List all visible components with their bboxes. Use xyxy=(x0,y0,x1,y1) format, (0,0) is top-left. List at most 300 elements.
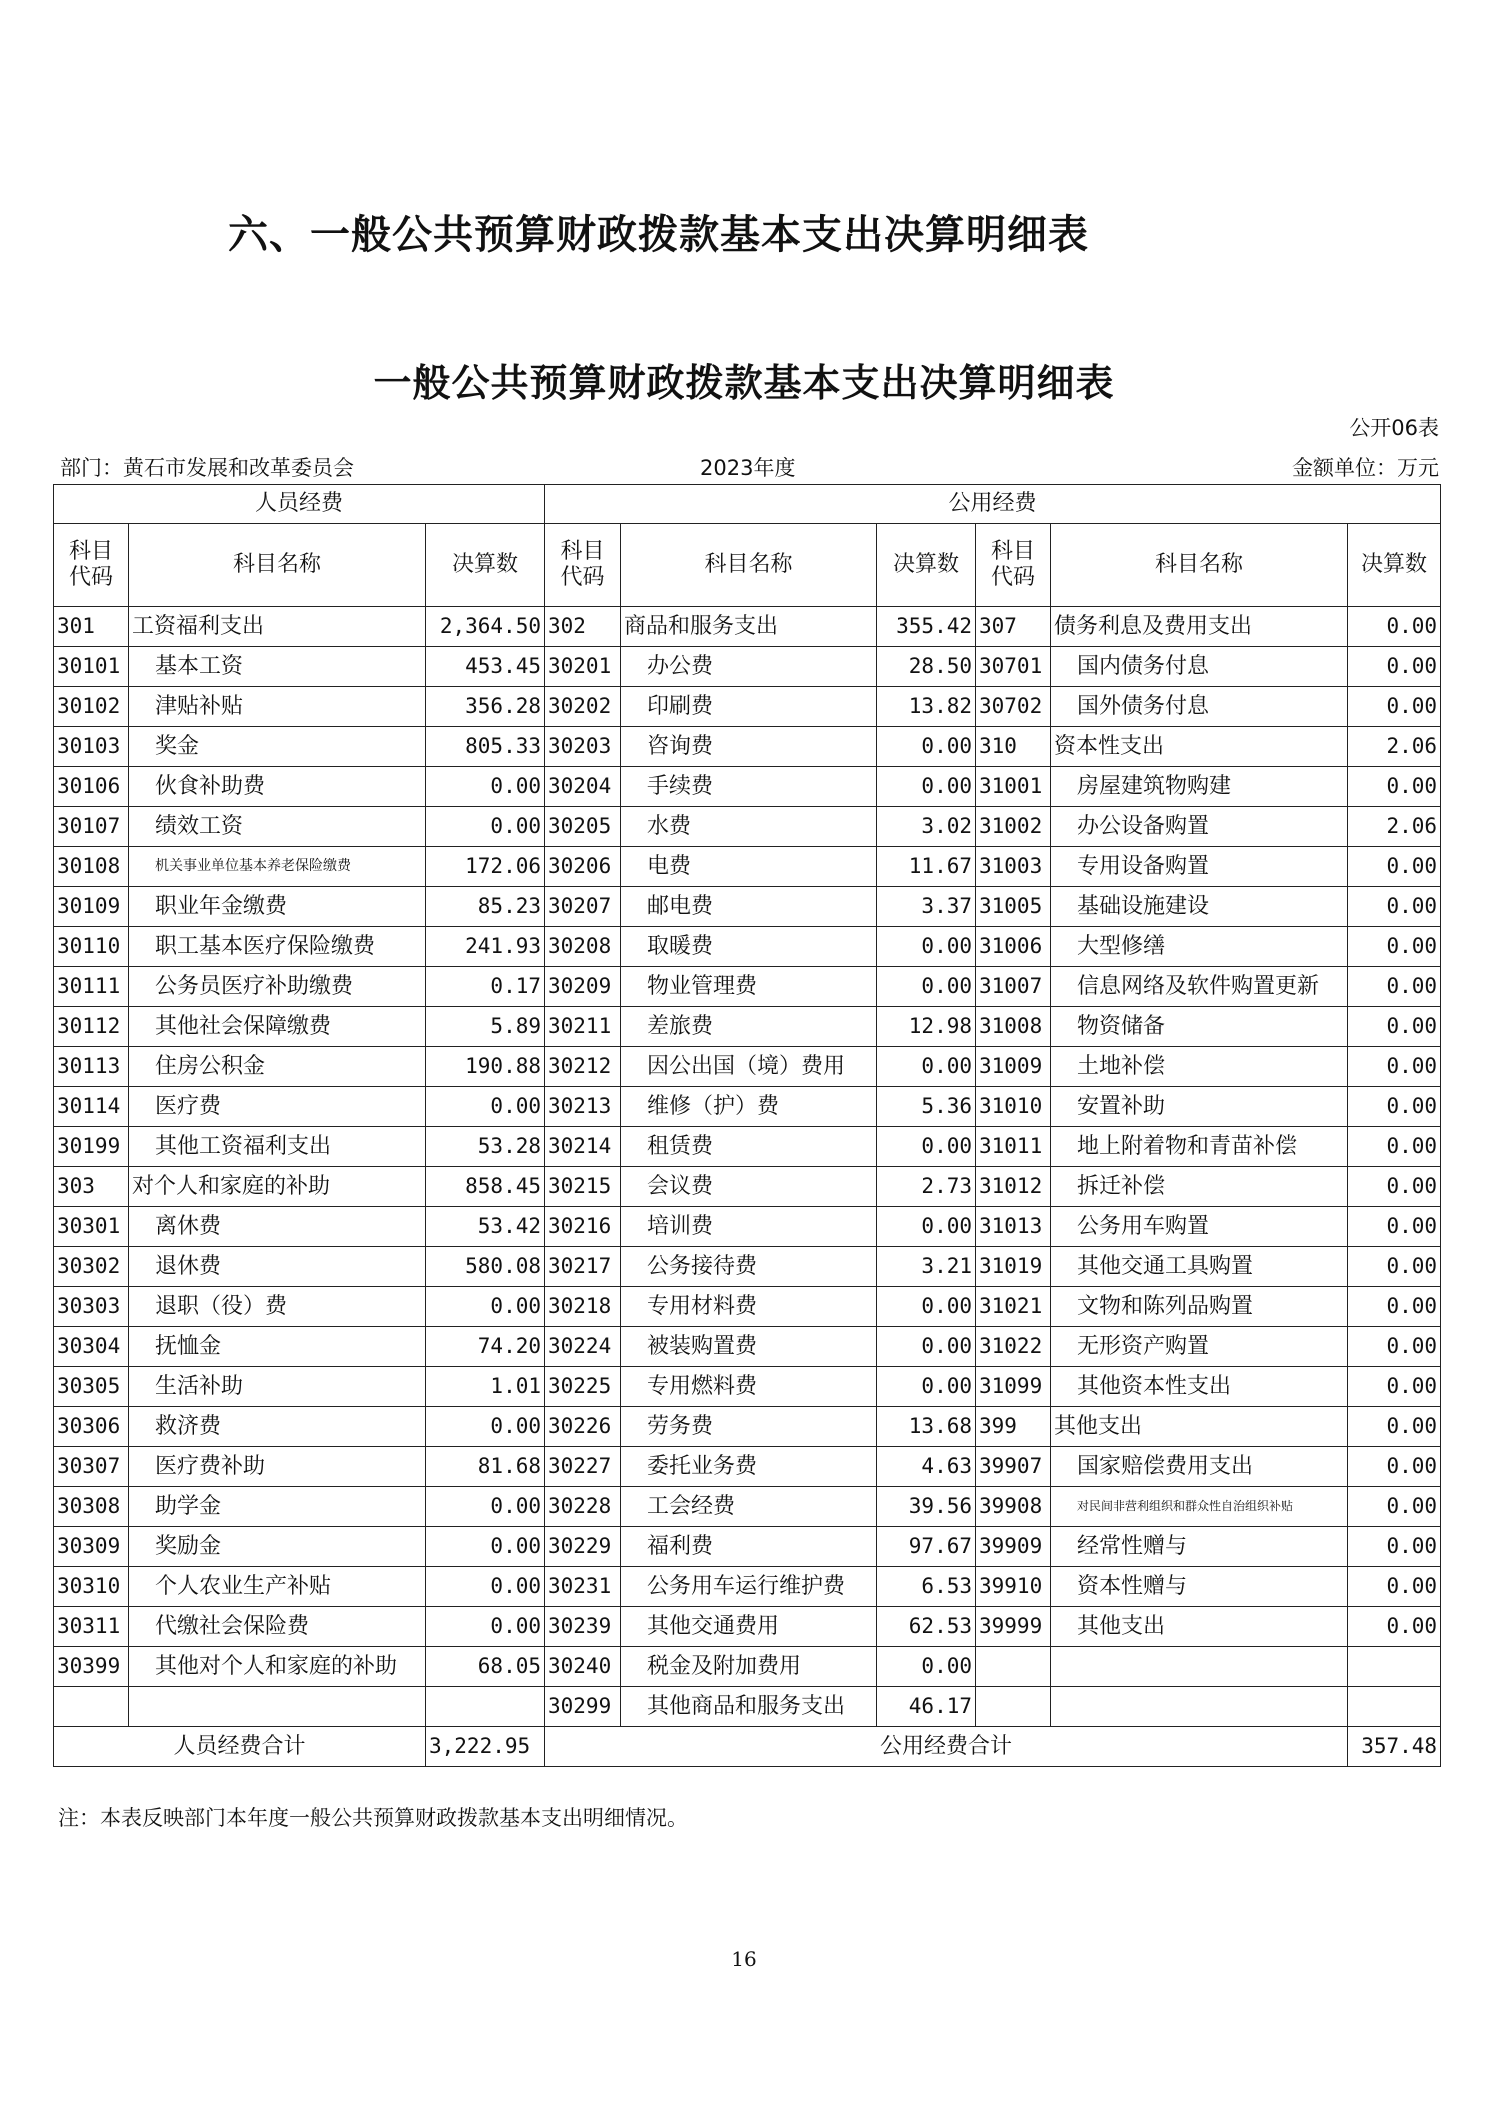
subject-name: 其他交通工具购置 xyxy=(1051,1247,1348,1287)
subject-name: 工资福利支出 xyxy=(129,607,426,647)
table-row xyxy=(54,1567,1441,1607)
subject-code: 31022 xyxy=(976,1327,1051,1367)
subject-code: 30199 xyxy=(54,1127,129,1167)
final-amount: 3.37 xyxy=(877,887,976,927)
subject-name: 离休费 xyxy=(129,1207,426,1247)
final-amount: 68.05 xyxy=(426,1647,545,1687)
final-amount: 0.00 xyxy=(877,1647,976,1687)
final-amount: 0.00 xyxy=(426,1487,545,1527)
table-row xyxy=(54,1207,1441,1247)
subject-name: 奖励金 xyxy=(129,1527,426,1567)
table-row xyxy=(54,807,1441,847)
subject-name: 福利费 xyxy=(621,1527,877,1567)
final-amount: 0.00 xyxy=(1348,927,1441,967)
final-amount: 0.00 xyxy=(877,767,976,807)
column-header-code: 科目 代码 xyxy=(545,524,621,607)
subject-name: 救济费 xyxy=(129,1407,426,1447)
subject-code: 31006 xyxy=(976,927,1051,967)
final-amount: 356.28 xyxy=(426,687,545,727)
final-amount: 0.00 xyxy=(1348,767,1441,807)
subject-name: 土地补偿 xyxy=(1051,1047,1348,1087)
subject-name: 职业年金缴费 xyxy=(129,887,426,927)
subject-code: 39909 xyxy=(976,1527,1051,1567)
column-header-name: 科目名称 xyxy=(621,524,877,607)
subject-name: 代缴社会保险费 xyxy=(129,1607,426,1647)
table-row xyxy=(54,847,1441,887)
final-amount: 0.00 xyxy=(1348,1487,1441,1527)
final-amount: 85.23 xyxy=(426,887,545,927)
final-amount: 0.00 xyxy=(877,1367,976,1407)
subject-name: 国家赔偿费用支出 xyxy=(1051,1447,1348,1487)
table-note: 注：本表反映部门本年度一般公共预算财政拨款基本支出明细情况。 xyxy=(58,1806,688,1830)
final-amount: 0.00 xyxy=(1348,887,1441,927)
subject-name: 资本性赠与 xyxy=(1051,1567,1348,1607)
subject-code: 30228 xyxy=(545,1487,621,1527)
subject-name: 其他交通费用 xyxy=(621,1607,877,1647)
amount-unit: 金额单位：万元 xyxy=(1292,456,1439,480)
table-row xyxy=(54,927,1441,967)
public-total-amount: 357.48 xyxy=(1348,1727,1441,1767)
subject-name: 房屋建筑物购建 xyxy=(1051,767,1348,807)
subject-name: 维修（护）费 xyxy=(621,1087,877,1127)
table-row xyxy=(54,1167,1441,1207)
subject-name: 公务用车运行维护费 xyxy=(621,1567,877,1607)
department-label: 部门：黄石市发展和改革委员会 xyxy=(60,456,354,480)
table-row xyxy=(54,1127,1441,1167)
subject-code: 39910 xyxy=(976,1567,1051,1607)
final-amount: 3.21 xyxy=(877,1247,976,1287)
subject-name: 抚恤金 xyxy=(129,1327,426,1367)
subject-code: 30203 xyxy=(545,727,621,767)
subject-code: 302 xyxy=(545,607,621,647)
final-amount: 0.00 xyxy=(1348,1087,1441,1127)
subject-code: 30112 xyxy=(54,1007,129,1047)
final-amount: 0.00 xyxy=(1348,967,1441,1007)
subject-code: 30302 xyxy=(54,1247,129,1287)
final-amount: 2.06 xyxy=(1348,727,1441,767)
final-amount: 0.00 xyxy=(1348,1287,1441,1327)
subject-name: 办公费 xyxy=(621,647,877,687)
subject-code xyxy=(54,1687,129,1727)
final-amount: 355.42 xyxy=(877,607,976,647)
subject-code: 30107 xyxy=(54,807,129,847)
table-row xyxy=(54,1247,1441,1287)
final-amount: 13.82 xyxy=(877,687,976,727)
subject-code: 30109 xyxy=(54,887,129,927)
subject-name: 信息网络及软件购置更新 xyxy=(1051,967,1348,1007)
subject-name: 公务用车购置 xyxy=(1051,1207,1348,1247)
subject-code: 30207 xyxy=(545,887,621,927)
subject-name: 安置补助 xyxy=(1051,1087,1348,1127)
final-amount: 53.42 xyxy=(426,1207,545,1247)
subject-name xyxy=(1051,1687,1348,1727)
subject-code: 30201 xyxy=(545,647,621,687)
subject-name: 大型修缮 xyxy=(1051,927,1348,967)
subject-name: 机关事业单位基本养老保险缴费 xyxy=(129,847,426,887)
subject-name: 住房公积金 xyxy=(129,1047,426,1087)
final-amount: 0.00 xyxy=(1348,1167,1441,1207)
subject-name: 专用材料费 xyxy=(621,1287,877,1327)
page-number: 16 xyxy=(731,1947,757,1971)
subject-name: 其他商品和服务支出 xyxy=(621,1687,877,1727)
subject-code: 30229 xyxy=(545,1527,621,1567)
table-row xyxy=(54,1007,1441,1047)
subject-name: 拆迁补偿 xyxy=(1051,1167,1348,1207)
subject-code: 30231 xyxy=(545,1567,621,1607)
subject-name: 其他工资福利支出 xyxy=(129,1127,426,1167)
final-amount: 0.00 xyxy=(877,1207,976,1247)
final-amount: 0.00 xyxy=(1348,1607,1441,1647)
final-amount: 0.00 xyxy=(426,807,545,847)
final-amount: 0.00 xyxy=(1348,1407,1441,1447)
final-amount: 0.00 xyxy=(426,1607,545,1647)
subject-name: 退休费 xyxy=(129,1247,426,1287)
final-amount: 3.02 xyxy=(877,807,976,847)
subject-name: 商品和服务支出 xyxy=(621,607,877,647)
table-code: 公开06表 xyxy=(1349,416,1439,440)
final-amount: 190.88 xyxy=(426,1047,545,1087)
subject-name: 办公设备购置 xyxy=(1051,807,1348,847)
column-header-amount: 决算数 xyxy=(1348,524,1441,607)
subject-name: 会议费 xyxy=(621,1167,877,1207)
table-row xyxy=(54,1327,1441,1367)
subject-code: 30208 xyxy=(545,927,621,967)
subject-name: 差旅费 xyxy=(621,1007,877,1047)
subject-code: 30225 xyxy=(545,1367,621,1407)
subject-name: 债务利息及费用支出 xyxy=(1051,607,1348,647)
final-amount xyxy=(426,1687,545,1727)
final-amount: 0.00 xyxy=(1348,847,1441,887)
subject-name: 津贴补贴 xyxy=(129,687,426,727)
final-amount: 53.28 xyxy=(426,1127,545,1167)
table-row xyxy=(54,607,1441,647)
subject-code: 303 xyxy=(54,1167,129,1207)
subject-code: 30205 xyxy=(545,807,621,847)
subject-name: 委托业务费 xyxy=(621,1447,877,1487)
final-amount: 74.20 xyxy=(426,1327,545,1367)
final-amount: 12.98 xyxy=(877,1007,976,1047)
table-row xyxy=(54,1527,1441,1567)
subject-name: 经常性赠与 xyxy=(1051,1527,1348,1567)
final-amount: 0.00 xyxy=(1348,1207,1441,1247)
section-heading: 六、一般公共预算财政拨款基本支出决算明细表 xyxy=(228,212,1089,258)
subject-code: 39999 xyxy=(976,1607,1051,1647)
subject-name: 因公出国（境）费用 xyxy=(621,1047,877,1087)
subject-code: 30101 xyxy=(54,647,129,687)
subject-name: 地上附着物和青苗补偿 xyxy=(1051,1127,1348,1167)
subject-name: 其他资本性支出 xyxy=(1051,1367,1348,1407)
subject-code: 31019 xyxy=(976,1247,1051,1287)
subject-name: 取暖费 xyxy=(621,927,877,967)
subject-name: 生活补助 xyxy=(129,1367,426,1407)
subject-name: 电费 xyxy=(621,847,877,887)
subject-name: 资本性支出 xyxy=(1051,727,1348,767)
final-amount: 5.36 xyxy=(877,1087,976,1127)
subject-code: 31021 xyxy=(976,1287,1051,1327)
final-amount: 0.00 xyxy=(877,967,976,1007)
final-amount: 241.93 xyxy=(426,927,545,967)
subject-code: 30304 xyxy=(54,1327,129,1367)
final-amount: 0.17 xyxy=(426,967,545,1007)
subject-code: 30215 xyxy=(545,1167,621,1207)
subject-name xyxy=(129,1687,426,1727)
final-amount: 805.33 xyxy=(426,727,545,767)
final-amount: 0.00 xyxy=(877,727,976,767)
subject-code: 30214 xyxy=(545,1127,621,1167)
subject-code: 31012 xyxy=(976,1167,1051,1207)
subject-code: 30309 xyxy=(54,1527,129,1567)
table-row xyxy=(54,1087,1441,1127)
final-amount: 0.00 xyxy=(877,1127,976,1167)
subject-code: 399 xyxy=(976,1407,1051,1447)
subject-code: 31008 xyxy=(976,1007,1051,1047)
final-amount: 453.45 xyxy=(426,647,545,687)
final-amount: 4.63 xyxy=(877,1447,976,1487)
subject-name: 国外债务付息 xyxy=(1051,687,1348,727)
subject-name: 绩效工资 xyxy=(129,807,426,847)
final-amount: 11.67 xyxy=(877,847,976,887)
subject-code: 30106 xyxy=(54,767,129,807)
subject-name: 其他支出 xyxy=(1051,1607,1348,1647)
subject-name: 其他社会保障缴费 xyxy=(129,1007,426,1047)
subject-code: 30213 xyxy=(545,1087,621,1127)
subject-name: 专用燃料费 xyxy=(621,1367,877,1407)
public-total-label: 公用经费合计 xyxy=(545,1727,1348,1767)
subject-code: 31013 xyxy=(976,1207,1051,1247)
subject-code: 30206 xyxy=(545,847,621,887)
subject-code: 30308 xyxy=(54,1487,129,1527)
subject-name: 租赁费 xyxy=(621,1127,877,1167)
subject-code: 30305 xyxy=(54,1367,129,1407)
final-amount: 0.00 xyxy=(1348,687,1441,727)
final-amount: 0.00 xyxy=(426,767,545,807)
final-amount xyxy=(1348,1687,1441,1727)
group-header-personnel: 人员经费 xyxy=(54,485,545,524)
personnel-total-label: 人员经费合计 xyxy=(54,1727,426,1767)
subject-name: 劳务费 xyxy=(621,1407,877,1447)
final-amount: 13.68 xyxy=(877,1407,976,1447)
subject-code: 31099 xyxy=(976,1367,1051,1407)
final-amount: 2.73 xyxy=(877,1167,976,1207)
final-amount: 0.00 xyxy=(426,1287,545,1327)
subject-code: 30113 xyxy=(54,1047,129,1087)
table-row xyxy=(54,967,1441,1007)
final-amount: 858.45 xyxy=(426,1167,545,1207)
final-amount: 0.00 xyxy=(877,927,976,967)
final-amount: 0.00 xyxy=(1348,607,1441,647)
column-header-amount: 决算数 xyxy=(877,524,976,607)
fiscal-year: 2023年度 xyxy=(700,456,796,480)
final-amount: 0.00 xyxy=(1348,1127,1441,1167)
subject-name: 个人农业生产补贴 xyxy=(129,1567,426,1607)
final-amount: 2,364.50 xyxy=(426,607,545,647)
final-amount: 0.00 xyxy=(426,1087,545,1127)
subject-name: 被装购置费 xyxy=(621,1327,877,1367)
subject-code: 31005 xyxy=(976,887,1051,927)
final-amount: 0.00 xyxy=(426,1567,545,1607)
subject-code: 30303 xyxy=(54,1287,129,1327)
final-amount: 0.00 xyxy=(877,1287,976,1327)
subject-code: 30212 xyxy=(545,1047,621,1087)
subject-name: 伙食补助费 xyxy=(129,767,426,807)
subject-name: 咨询费 xyxy=(621,727,877,767)
subject-name: 无形资产购置 xyxy=(1051,1327,1348,1367)
table-row xyxy=(54,1287,1441,1327)
final-amount: 0.00 xyxy=(1348,1047,1441,1087)
column-header-name: 科目名称 xyxy=(129,524,426,607)
subject-code: 310 xyxy=(976,727,1051,767)
table-row xyxy=(54,1407,1441,1447)
final-amount: 0.00 xyxy=(877,1327,976,1367)
subject-code: 31001 xyxy=(976,767,1051,807)
subject-name: 税金及附加费用 xyxy=(621,1647,877,1687)
subject-code: 30218 xyxy=(545,1287,621,1327)
subject-code: 31009 xyxy=(976,1047,1051,1087)
subject-code: 30310 xyxy=(54,1567,129,1607)
table-row xyxy=(54,1687,1441,1727)
subject-name: 文物和陈列品购置 xyxy=(1051,1287,1348,1327)
subject-name: 邮电费 xyxy=(621,887,877,927)
subject-name: 公务员医疗补助缴费 xyxy=(129,967,426,1007)
subject-code: 30111 xyxy=(54,967,129,1007)
final-amount: 0.00 xyxy=(1348,1567,1441,1607)
subject-name: 基础设施建设 xyxy=(1051,887,1348,927)
subject-code: 31007 xyxy=(976,967,1051,1007)
table-row xyxy=(54,687,1441,727)
subject-code xyxy=(976,1647,1051,1687)
subject-code: 30306 xyxy=(54,1407,129,1447)
subject-name xyxy=(1051,1647,1348,1687)
table-title: 一般公共预算财政拨款基本支出决算明细表 xyxy=(373,361,1115,405)
final-amount: 2.06 xyxy=(1348,807,1441,847)
final-amount: 580.08 xyxy=(426,1247,545,1287)
subject-code: 30216 xyxy=(545,1207,621,1247)
subject-name: 水费 xyxy=(621,807,877,847)
table-row xyxy=(54,1607,1441,1647)
column-header-amount: 决算数 xyxy=(426,524,545,607)
subject-name: 奖金 xyxy=(129,727,426,767)
final-amount: 46.17 xyxy=(877,1687,976,1727)
subject-name: 基本工资 xyxy=(129,647,426,687)
table-row xyxy=(54,727,1441,767)
final-amount: 0.00 xyxy=(1348,1247,1441,1287)
final-amount: 6.53 xyxy=(877,1567,976,1607)
subject-code: 30103 xyxy=(54,727,129,767)
final-amount: 0.00 xyxy=(426,1407,545,1447)
final-amount: 81.68 xyxy=(426,1447,545,1487)
subject-code: 30702 xyxy=(976,687,1051,727)
subject-code: 31011 xyxy=(976,1127,1051,1167)
subject-code: 30311 xyxy=(54,1607,129,1647)
subject-code: 30204 xyxy=(545,767,621,807)
final-amount: 0.00 xyxy=(877,1047,976,1087)
subject-name: 印刷费 xyxy=(621,687,877,727)
subject-code: 30211 xyxy=(545,1007,621,1047)
subject-code: 30227 xyxy=(545,1447,621,1487)
subject-code: 31010 xyxy=(976,1087,1051,1127)
subject-code: 30239 xyxy=(545,1607,621,1647)
subject-name: 助学金 xyxy=(129,1487,426,1527)
final-amount: 0.00 xyxy=(1348,1327,1441,1367)
subject-code: 30701 xyxy=(976,647,1051,687)
final-amount: 97.67 xyxy=(877,1527,976,1567)
subject-code: 30102 xyxy=(54,687,129,727)
table-row xyxy=(54,887,1441,927)
subject-code: 31003 xyxy=(976,847,1051,887)
personnel-total-amount: 3,222.95 xyxy=(426,1727,545,1767)
subject-code: 39908 xyxy=(976,1487,1051,1527)
subject-code: 30299 xyxy=(545,1687,621,1727)
final-amount: 5.89 xyxy=(426,1007,545,1047)
subject-code xyxy=(976,1687,1051,1727)
final-amount: 28.50 xyxy=(877,647,976,687)
subject-name: 对民间非营利组织和群众性自治组织补贴 xyxy=(1051,1487,1348,1527)
subject-code: 31002 xyxy=(976,807,1051,847)
subject-name: 其他对个人和家庭的补助 xyxy=(129,1647,426,1687)
table-row xyxy=(54,1487,1441,1527)
final-amount: 0.00 xyxy=(1348,1447,1441,1487)
subject-code: 30108 xyxy=(54,847,129,887)
group-header-public: 公用经费 xyxy=(545,485,1441,524)
subject-code: 30224 xyxy=(545,1327,621,1367)
final-amount: 172.06 xyxy=(426,847,545,887)
column-header-code: 科目 代码 xyxy=(54,524,129,607)
table-row xyxy=(54,1367,1441,1407)
subject-name: 工会经费 xyxy=(621,1487,877,1527)
expenditure-detail-table xyxy=(53,484,1441,1767)
subject-code: 30399 xyxy=(54,1647,129,1687)
final-amount: 62.53 xyxy=(877,1607,976,1647)
subject-code: 30202 xyxy=(545,687,621,727)
subject-code: 30307 xyxy=(54,1447,129,1487)
final-amount: 0.00 xyxy=(1348,1367,1441,1407)
final-amount: 0.00 xyxy=(1348,1007,1441,1047)
subject-code: 307 xyxy=(976,607,1051,647)
subject-name: 医疗费补助 xyxy=(129,1447,426,1487)
subject-code: 301 xyxy=(54,607,129,647)
final-amount: 0.00 xyxy=(1348,647,1441,687)
subject-code: 39907 xyxy=(976,1447,1051,1487)
subject-code: 30301 xyxy=(54,1207,129,1247)
table-row xyxy=(54,1647,1441,1687)
table-row xyxy=(54,647,1441,687)
subject-name: 职工基本医疗保险缴费 xyxy=(129,927,426,967)
column-header-code: 科目 代码 xyxy=(976,524,1051,607)
subject-code: 30217 xyxy=(545,1247,621,1287)
subject-name: 物资储备 xyxy=(1051,1007,1348,1047)
subject-name: 其他支出 xyxy=(1051,1407,1348,1447)
subject-name: 培训费 xyxy=(621,1207,877,1247)
subject-name: 物业管理费 xyxy=(621,967,877,1007)
subject-name: 专用设备购置 xyxy=(1051,847,1348,887)
column-header-name: 科目名称 xyxy=(1051,524,1348,607)
table-row xyxy=(54,1047,1441,1087)
subject-code: 30114 xyxy=(54,1087,129,1127)
final-amount: 0.00 xyxy=(1348,1527,1441,1567)
subject-name: 国内债务付息 xyxy=(1051,647,1348,687)
subject-name: 手续费 xyxy=(621,767,877,807)
final-amount: 0.00 xyxy=(426,1527,545,1567)
subject-code: 30240 xyxy=(545,1647,621,1687)
subject-code: 30209 xyxy=(545,967,621,1007)
table-row xyxy=(54,767,1441,807)
final-amount xyxy=(1348,1647,1441,1687)
subject-name: 医疗费 xyxy=(129,1087,426,1127)
subject-code: 30226 xyxy=(545,1407,621,1447)
subject-name: 对个人和家庭的补助 xyxy=(129,1167,426,1207)
final-amount: 39.56 xyxy=(877,1487,976,1527)
subject-name: 公务接待费 xyxy=(621,1247,877,1287)
